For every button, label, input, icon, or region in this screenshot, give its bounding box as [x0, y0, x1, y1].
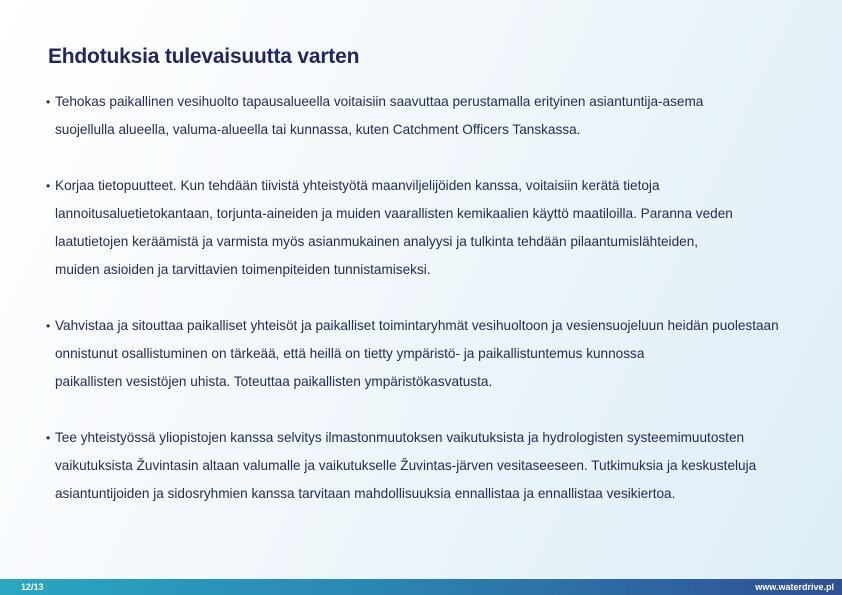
- list-item-line: paikallisten vesistöjen uhista. Toteuttaa paikallisten ympäristökasvatusta.: [55, 374, 493, 389]
- list-item-line: onnistunut osallistuminen on tärkeää, että heillä on tietty ympäristö- ja paikallistuntemus kunnossa: [55, 346, 645, 361]
- list-item-line: asiantuntijoiden ja sidosryhmien kanssa tarvitaan mahdollisuuksia ennallistaa ja ennallistaa vesikiertoa.: [55, 486, 676, 501]
- suggestions-list: [46, 88, 826, 536]
- list-item-line: vaikutuksista Žuvintasin altaan valumalle ja vaikutukselle Žuvintas-järven vesitaseeseen. Tutkimuksia ja keskusteluja: [55, 458, 757, 473]
- website-link[interactable]: www.waterdrive.pl: [755, 582, 834, 592]
- list-item: [46, 172, 826, 284]
- list-item: [46, 312, 826, 396]
- list-item-line: • Korjaa tietopuutteet. Kun tehdään tiivistä yhteistyötä maanviljelijöiden kanssa, voitaisiin kerätä tietoja: [55, 178, 660, 193]
- list-item-line: suojellulla alueella, valuma-alueella tai kunnassa, kuten Catchment Officers Tanskassa.: [55, 122, 581, 137]
- list-item: [46, 424, 826, 508]
- list-item-line: laatutietojen keräämistä ja varmista myös asianmukainen analyysi ja tulkinta tehdään pilaantumislähteiden,: [55, 234, 699, 249]
- list-item-line: muiden asioiden ja tarvittavien toimenpiteiden tunnistamiseksi.: [55, 262, 431, 277]
- list-item-line: • Vahvistaa ja sitouttaa paikalliset yhteisöt ja paikalliset toimintaryhmät vesihuoltoon ja vesiensuojeluun heidän puolestaan: [55, 318, 779, 333]
- list-item-line: lannoitusaluetietokantaan, torjunta-aineiden ja muiden vaarallisten kemikaalien käyttö maatiloilla. Paranna veden: [55, 206, 733, 221]
- list-item: [46, 88, 826, 144]
- list-item-line: • Tehokas paikallinen vesihuolto tapausalueella voitaisiin saavuttaa perustamalla erityinen asiantuntija-asema: [55, 94, 704, 109]
- page-number: 12/13: [21, 582, 44, 592]
- footer-bar: [0, 579, 842, 595]
- page-title: Ehdotuksia tulevaisuutta varten: [48, 45, 360, 68]
- list-item-line: • Tee yhteistyössä yliopistojen kanssa selvitys ilmastonmuutoksen vaikutuksista ja hydrologisten systeemimuutosten: [55, 430, 745, 445]
